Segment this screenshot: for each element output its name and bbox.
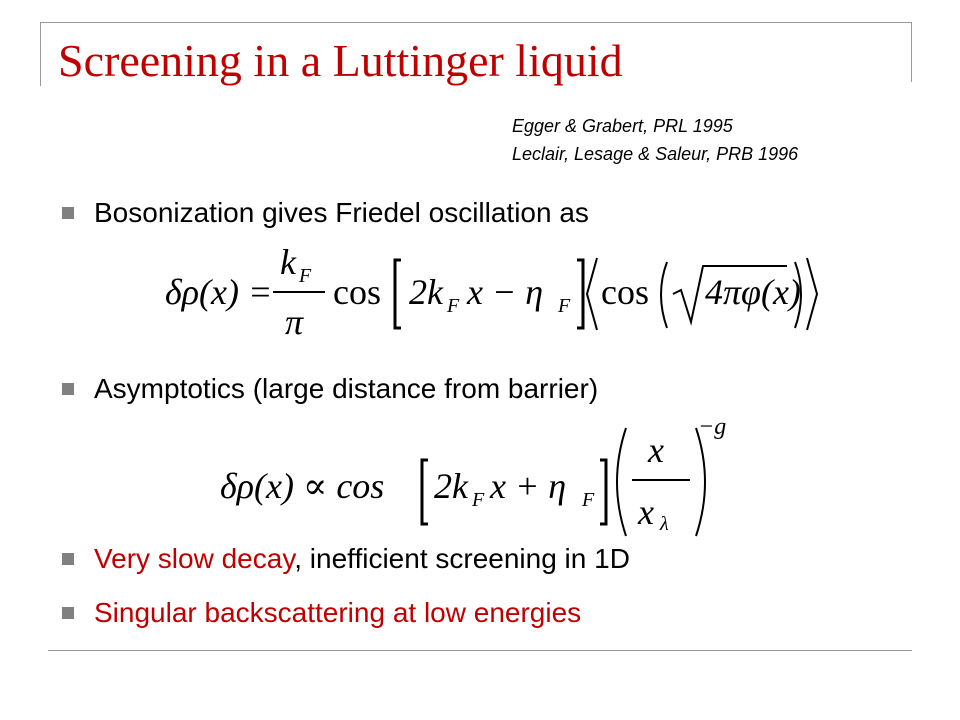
frame-top-line	[40, 22, 912, 23]
eq1-frac-num: k	[280, 244, 296, 282]
eq2-arg-x: x + η	[490, 466, 567, 506]
slide-title: Screening in a Luttinger liquid	[58, 35, 623, 86]
eq2-frac-den-sub: λ	[660, 513, 669, 535]
eq2-arg-sub2: F	[582, 489, 595, 511]
bullet-marker	[62, 607, 74, 619]
eq1-arg-2k: 2k	[409, 272, 443, 312]
eq2-square-bracket-left	[422, 460, 428, 524]
eq1-paren-left	[661, 262, 667, 328]
bullet-highlight: Very slow decay	[94, 543, 295, 574]
eq1-cos: cos	[333, 272, 381, 312]
bullet-marker	[62, 207, 74, 219]
bullet-marker	[62, 383, 74, 395]
eq2-arg-sub1: F	[472, 489, 485, 511]
eq1-arg-sub2: F	[558, 295, 571, 317]
eq2-exponent: −g	[698, 420, 727, 440]
eq1-square-bracket-left	[395, 260, 401, 328]
eq2-frac-den: x	[638, 492, 654, 532]
asymptotic-equation	[220, 420, 740, 540]
frame-left-line	[40, 22, 41, 86]
eq2-frac-num: x	[648, 430, 664, 470]
eq2-arg-2k: 2k	[434, 466, 468, 506]
eq1-square-bracket-right	[577, 260, 583, 328]
eq1-lhs: δρ(x) =	[165, 272, 273, 312]
eq1-expect-cos: cos	[601, 272, 649, 312]
eq2-paren-right	[696, 428, 705, 536]
bullet-text: , inefficient screening in 1D	[294, 543, 630, 574]
eq2-paren-left	[617, 428, 626, 536]
frame-bottom-line	[48, 650, 912, 651]
bullet-marker	[62, 553, 74, 565]
eq1-frac-den: π	[285, 302, 304, 342]
eq1-arg-x: x − η	[467, 272, 544, 312]
reference-2: Leclair, Lesage & Saleur, PRB 1996	[512, 144, 799, 164]
bullet-text: Bosonization gives Friedel oscillation as	[94, 197, 589, 228]
eq1-frac-num-sub: F	[299, 265, 312, 287]
friedel-equation	[165, 244, 825, 344]
bullet-text: Asymptotics (large distance from barrier)	[94, 373, 599, 404]
reference-1: Egger & Grabert, PRL 1995	[512, 116, 733, 136]
eq1-angle-right	[807, 258, 817, 330]
eq1-angle-left	[587, 258, 597, 330]
eq1-sqrt-arg: 4πφ(x)	[705, 272, 801, 312]
eq2-square-bracket-right	[600, 460, 606, 524]
bullet-highlight: Singular backscattering at low energies	[94, 597, 582, 628]
eq2-lhs: δρ(x) ∝ cos	[220, 466, 385, 506]
bullet-bosonization	[62, 196, 589, 230]
bullet-singular-backscattering	[62, 596, 581, 630]
bullet-asymptotics	[62, 372, 598, 406]
bullet-slow-decay	[62, 542, 630, 576]
eq1-arg-sub1: F	[447, 295, 460, 317]
references	[512, 112, 798, 168]
frame-right-line	[911, 22, 912, 82]
